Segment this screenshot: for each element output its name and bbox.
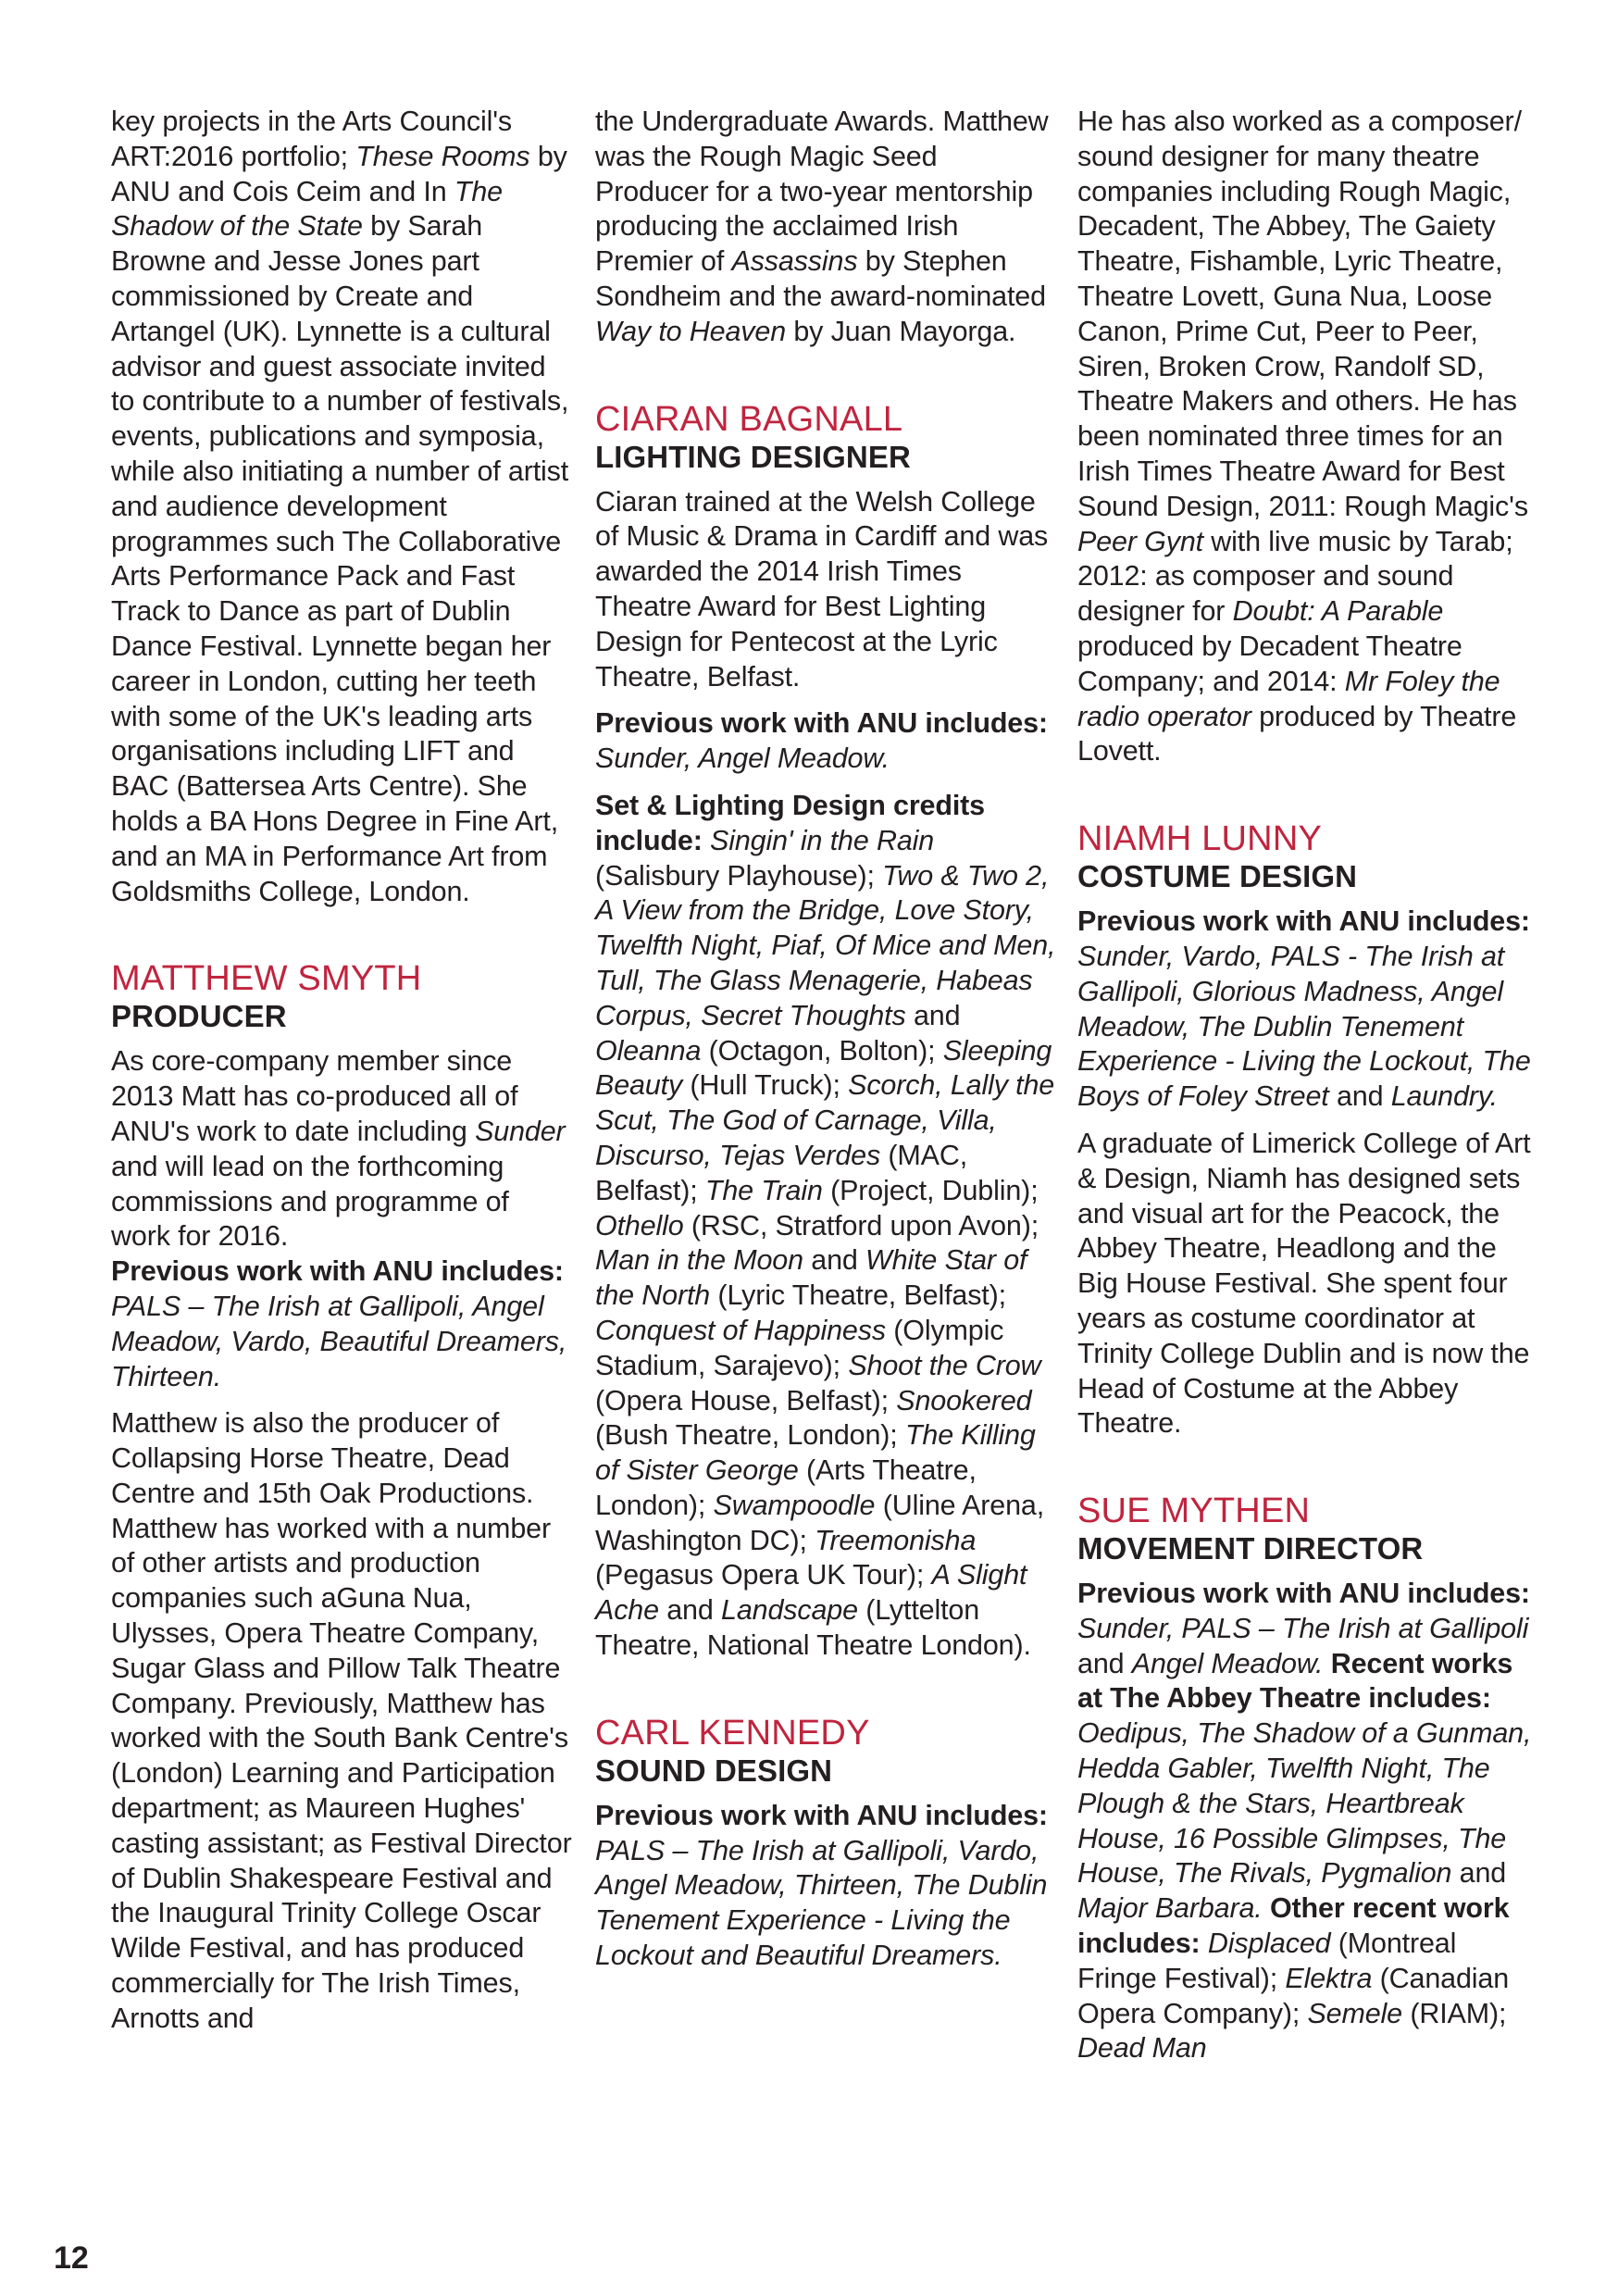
italic-title: Sleeping Beauty xyxy=(595,1034,1052,1102)
person-role: PRODUCER xyxy=(111,999,287,1034)
italic-title: The Killing of Sister George xyxy=(595,1419,1036,1487)
text-run: and xyxy=(658,1594,722,1627)
anu-credits xyxy=(1077,905,1540,1115)
anu-credits xyxy=(111,1254,574,1394)
niamh-lunny-section xyxy=(1077,819,1540,1441)
ciaran-bagnall-section xyxy=(595,400,1058,1664)
italic-title: A Slight Ache xyxy=(595,1559,1027,1627)
lynnette-bio-continued xyxy=(111,105,574,909)
text-run: by Juan Mayorga. xyxy=(786,315,1016,347)
italic-title: Oedipus, The Shadow of a Gunman, Hedda Gabler, Twelfth Night, The Plough & the Stars, Heartbreak House, 16 Possible Glimpses, The House, The Rivals, Pygmalion xyxy=(1077,1717,1532,1890)
text-run: produced by Decadent Theatre Company; and 2014: xyxy=(1077,630,1462,697)
bold-label: Previous work with ANU includes: xyxy=(111,1255,564,1288)
person-role: MOVEMENT DIRECTOR xyxy=(1077,1531,1424,1566)
column-1 xyxy=(111,105,574,2049)
text-run: (MAC, Belfast); xyxy=(595,1139,968,1206)
italic-title: White Star of the North xyxy=(595,1244,1027,1312)
page-number: 12 xyxy=(54,2240,89,2276)
bio-paragraph xyxy=(111,1406,574,2036)
text-run: by Sarah Browne and Jesse Jones part commissioned by Create and Artangel (UK). Lynnette is a cultural advisor and guest associate invited to contribute to a number of festivals, events, publications and symposia, while also initiating a number of artist and audience development programmes such The Collaborative Arts Performance Pack and Fast Track to Dance as part of Dublin Dance Festival. Lynnette began her career in London, cutting her teeth with some of the UK's leading arts organisations including LIFT and BAC (Battersea Arts Centre). She holds a BA Hons Degree in Fine Art, and an MA in Performance Art from Goldsmiths College, London. xyxy=(111,210,569,907)
italic-title: Conquest of Happiness xyxy=(595,1314,886,1346)
italic-title: Mr Foley the radio operator xyxy=(1077,665,1500,732)
text-run: (Opera House, Belfast); xyxy=(595,1384,897,1416)
text-run: and xyxy=(1328,1080,1391,1113)
text-run: with live music by Tarab; 2012: as composer and sound designer for xyxy=(1077,525,1513,628)
person-name: NIAMH LUNNY xyxy=(1077,819,1323,859)
italic-title: Dead Man xyxy=(1077,2032,1207,2065)
text-run: (Project, Dublin); xyxy=(822,1174,1039,1206)
bio-paragraph xyxy=(1077,1127,1540,1441)
text-run: (Bush Theatre, London); xyxy=(595,1419,905,1452)
italic-title: Elektra xyxy=(1285,1962,1373,1994)
text-run: A graduate of Limerick College of Art & Design, Niamh has designed sets and visual art for the Peacock, the Abbey Theatre, Headlong and the Big House Festival. She spent four years as costume coordinator at Trinity College Dublin and is now the Head of Costume at the Abbey Theatre. xyxy=(1077,1127,1531,1440)
italic-title: Man in the Moon xyxy=(595,1244,803,1277)
person-name: MATTHEW SMYTH xyxy=(111,959,422,999)
text-run: produced by Theatre Lovett. xyxy=(1077,700,1517,767)
italic-title: Way to Heaven xyxy=(595,315,787,347)
italic-title: The Train xyxy=(704,1174,823,1206)
sue-mythen-section xyxy=(1077,1491,1540,2066)
italic-title: PALS – The Irish at Gallipoli, Vardo, Angel Meadow, Thirteen, The Dublin Tenement Experience - Living the Lockout and Beautiful Dreamers. xyxy=(595,1834,1048,1972)
person-name: CIARAN BAGNALL xyxy=(595,399,903,439)
text-run: the Undergraduate Awards. Matthew was the Rough Magic Seed Producer for a two-year mentorship producing the acclaimed Irish Premier of xyxy=(595,106,1049,278)
bold-label: Recent works at The Abbey Theatre includes: xyxy=(1077,1647,1513,1715)
person-role: SOUND DESIGN xyxy=(595,1753,833,1788)
italic-title: Shoot the Crow xyxy=(848,1349,1041,1381)
person-role: COSTUME DESIGN xyxy=(1077,859,1358,894)
italic-title: Oleanna xyxy=(595,1034,702,1067)
text-run: and xyxy=(1077,1647,1132,1679)
bold-label: Previous work with ANU includes: xyxy=(1077,1578,1530,1610)
text-run: (Arts Theatre, London); xyxy=(595,1454,977,1521)
italic-title: Sunder, PALS – The Irish at Gallipoli xyxy=(1077,1612,1529,1644)
italic-title: Treemonisha xyxy=(815,1524,977,1556)
text-run: He has also worked as a composer/ sound designer for many theatre companies including Rough Magic, Decadent, The Abbey, The Gaiety Theatre, Fishamble, Lyric Theatre, Theatre Lovett, Guna Nua, Loose Canon, Prime Cut, Peer to Peer, Siren, Broken Crow, Randolf SD, Theatre Makers and others. He has been nominated three times for an Irish Times Theatre Award for Best Sound Design, 2011: Rough Magic's xyxy=(1077,106,1528,522)
text-run: (RSC, Stratford upon Avon); xyxy=(683,1209,1039,1242)
italic-title: Othello xyxy=(595,1209,684,1242)
text-run: (Lyric Theatre, Belfast); xyxy=(710,1279,1006,1312)
italic-title: These Rooms xyxy=(355,140,530,172)
text-run: (RIAM); xyxy=(1402,1997,1507,2029)
bio-paragraph xyxy=(595,485,1058,695)
bold-label: Previous work with ANU includes: xyxy=(595,1799,1048,1831)
text-run: (Lyttelton Theatre, National Theatre London). xyxy=(595,1594,1031,1662)
italic-title: Assassins xyxy=(731,245,858,278)
bold-label: Previous work with ANU includes: xyxy=(595,707,1048,740)
carl-bio-continued xyxy=(1077,105,1540,769)
column-2 xyxy=(595,105,1058,1986)
person-name: CARL KENNEDY xyxy=(595,1713,870,1753)
matthew-bio-continued xyxy=(595,105,1058,350)
italic-title: Snookered xyxy=(896,1384,1032,1416)
italic-title: Scorch, Lally the Scut, The God of Carnage, Villa, Discurso, Tejas Verdes xyxy=(595,1069,1055,1171)
italic-title: Major Barbara. xyxy=(1077,1892,1263,1925)
text-run: and xyxy=(1451,1857,1507,1890)
italic-title: Semele xyxy=(1307,1997,1402,2029)
text-run: (Uline Arena, Washington DC); xyxy=(595,1489,1045,1556)
text-run: key projects in the Arts Council's ART:2016 portfolio; xyxy=(111,106,512,172)
italic-title: Doubt: A Parable xyxy=(1232,595,1444,628)
italic-title: Displaced xyxy=(1207,1928,1331,1960)
italic-title: Angel Meadow. xyxy=(1131,1647,1324,1679)
text-run: As core-company member since 2013 Matt has co-produced all of ANU's work to date including xyxy=(111,1045,518,1147)
text-run: by ANU and Cois Ceim and In xyxy=(111,140,567,207)
italic-title: Sunder xyxy=(475,1115,566,1147)
italic-title: Sunder, Vardo, PALS - The Irish at Gallipoli, Glorious Madness, Angel Meadow, The Dublin Tenement Experience - Living the Lockout, The Boys of Foley Street xyxy=(1077,940,1531,1113)
text-run: (Canadian Opera Company); xyxy=(1077,1962,1510,2029)
person-role: LIGHTING DESIGNER xyxy=(595,439,911,474)
text-run: (Olympic Stadium, Sarajevo); xyxy=(595,1314,1004,1381)
carl-kennedy-section xyxy=(595,1714,1058,1974)
italic-title: Singin' in the Rain xyxy=(710,824,935,856)
italic-title: Landscape xyxy=(721,1594,858,1627)
text-run: and xyxy=(803,1244,866,1277)
anu-credits xyxy=(1077,1577,1540,2066)
italic-title: The Shadow of the State xyxy=(111,175,503,243)
text-run: Matthew is also the producer of Collapsing Horse Theatre, Dead Centre and 15th Oak Productions. Matthew has worked with a number of other artists and production companies such aGuna Nua, Ulysses, Opera Theatre Company, Sugar Glass and Pillow Talk Theatre Company. Previously, Matthew has worked with the South Bank Centre's (London) Learning and Participation department; as Maureen Hughes' casting assistant; as Festival Director of Dublin Shakespeare Festival and the Inaugural Trinity College Oscar Wilde Festival, and has produced commercially for The Irish Times, Arnotts and xyxy=(111,1407,572,2034)
text-run: and will lead on the forthcoming commissions and programme of work for 2016. xyxy=(111,1150,509,1253)
bold-label: Previous work with ANU includes: xyxy=(1077,905,1530,938)
text-run: Ciaran trained at the Welsh College of Music & Drama in Cardiff and was awarded the 2014 Irish Times Theatre Award for Best Lighting Design for Pentecost at the Lyric Theatre, Belfast. xyxy=(595,485,1049,693)
italic-title: Peer Gynt xyxy=(1077,525,1203,557)
text-run: (Salisbury Playhouse); xyxy=(595,859,883,892)
text-run xyxy=(1263,1892,1270,1924)
bold-label: Other recent work includes: xyxy=(1077,1892,1510,1960)
text-run xyxy=(1323,1648,1330,1679)
person-name: SUE MYTHEN xyxy=(1077,1491,1311,1531)
italic-title: PALS – The Irish at Gallipoli, Angel Meadow, Vardo, Beautiful Dreamers, Thirteen. xyxy=(111,1290,567,1392)
italic-title: Laundry. xyxy=(1390,1080,1498,1113)
text-run: (Octagon, Bolton); xyxy=(701,1034,943,1067)
anu-credits xyxy=(595,1799,1058,1974)
text-run: and xyxy=(905,999,961,1031)
bold-label: Set & Lighting Design credits include: xyxy=(595,789,985,856)
anu-credits xyxy=(595,706,1058,777)
design-credits xyxy=(595,789,1058,1664)
italic-title: Sunder, Angel Meadow. xyxy=(595,742,890,775)
text-run: (Montreal Fringe Festival); xyxy=(1077,1928,1457,1994)
italic-title: Two & Two 2, A View from the Bridge, Love Story, Twelfth Night, Piaf, Of Mice and Men, Tull, The Glass Menagerie, Habeas Corpus, Secret Thoughts xyxy=(595,859,1056,1031)
bio-paragraph xyxy=(111,1044,574,1254)
matthew-smyth-section xyxy=(111,959,574,2036)
italic-title: Swampoodle xyxy=(713,1489,876,1521)
text-run: by Stephen Sondheim and the award-nominated xyxy=(595,245,1046,312)
text-run: (Pegasus Opera UK Tour); xyxy=(595,1559,932,1591)
text-run: (Hull Truck); xyxy=(682,1069,849,1102)
column-3 xyxy=(1077,105,1540,2078)
